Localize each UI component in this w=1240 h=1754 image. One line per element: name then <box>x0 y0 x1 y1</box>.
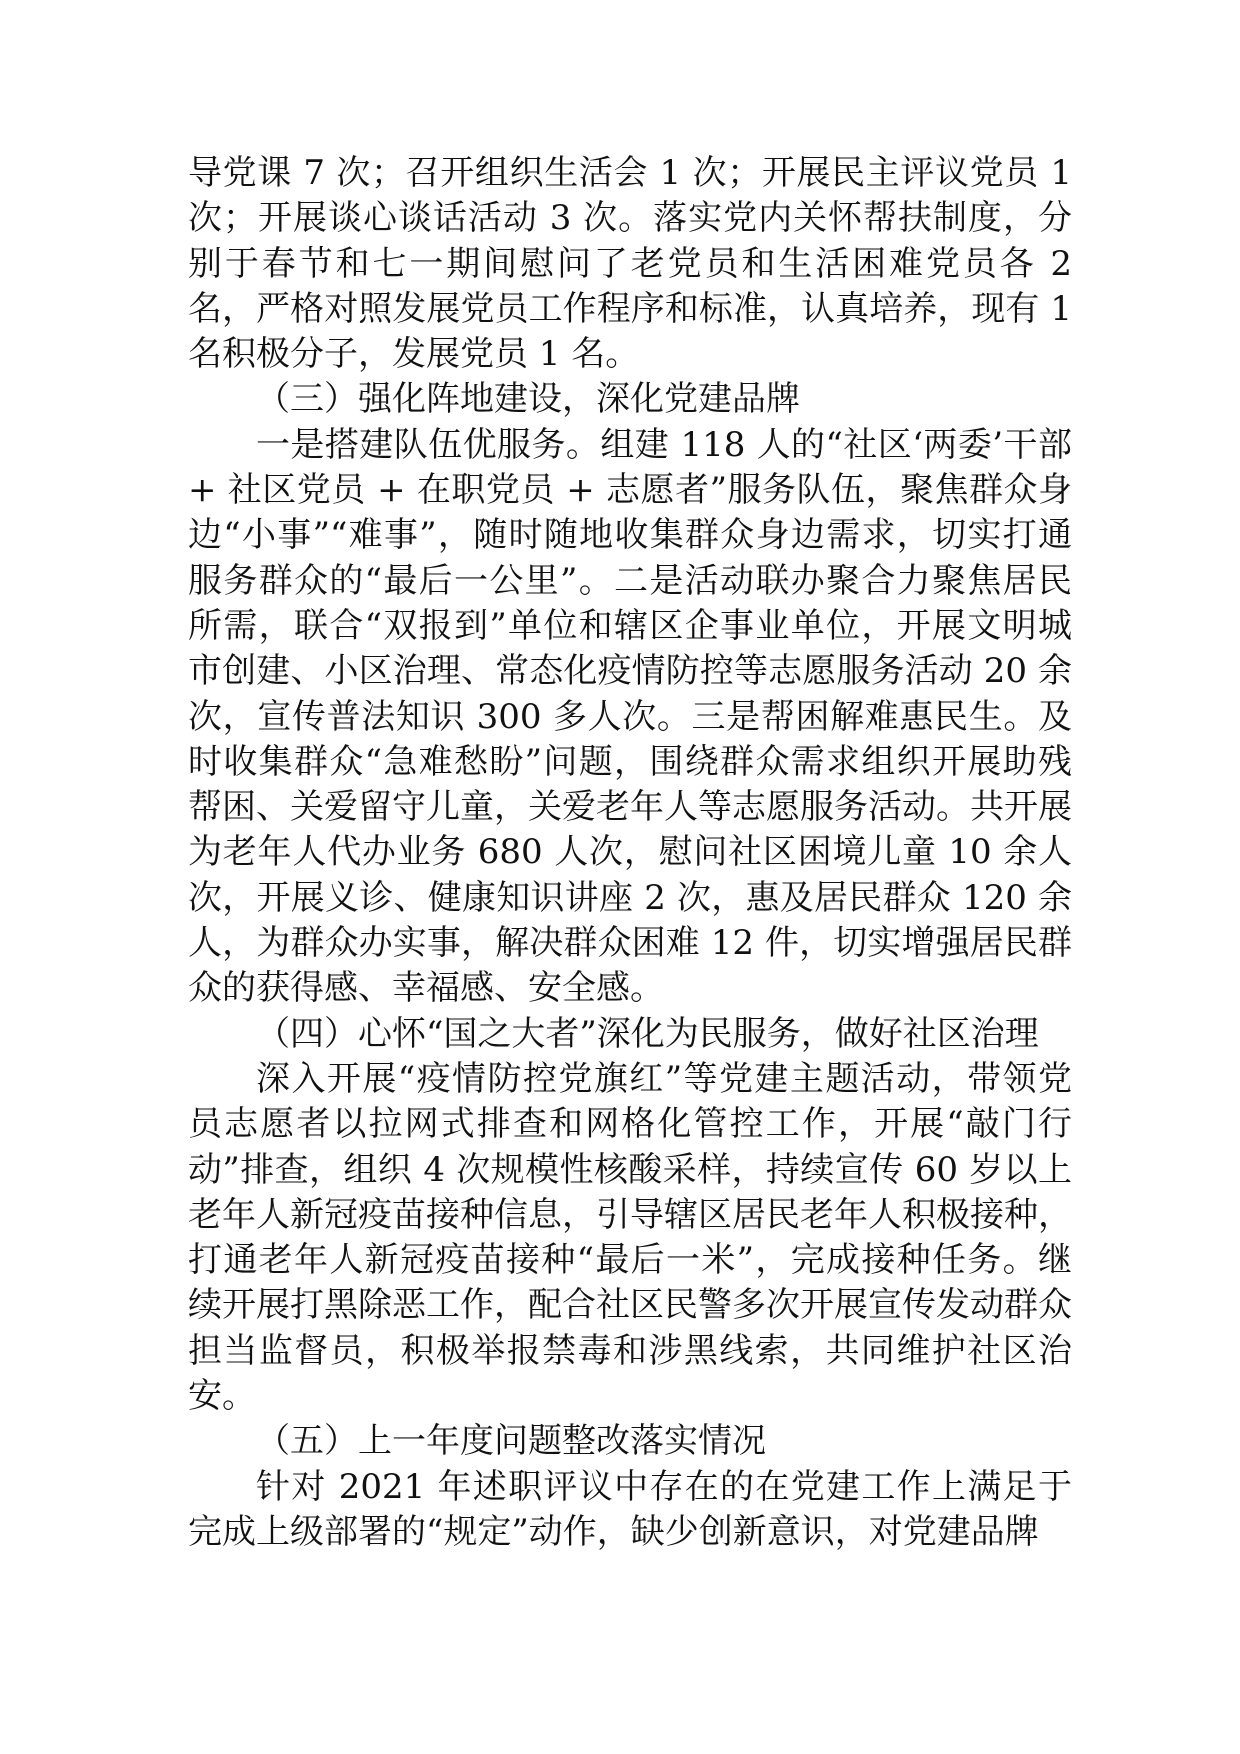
section-heading-4: （四）心怀“国之大者”深化为民服务，做好社区治理 <box>256 1013 1039 1054</box>
paragraph-continuation: 导党课 7 次；召开组织生活会 1 次；开展民主评议党员 1 次；开展谈心谈话活动 3 次。落实党内关怀帮扶制度，分别于春节和七一期间慰问了老党员和生活困难党员各 2 名，严格对照发展党员工作程序和标准，认真培养，现有 1 名积极分子，发展党员 1 名。 <box>188 153 1072 375</box>
section-heading-5: （五）上一年度问题整改落实情况 <box>256 1421 766 1462</box>
paragraph-section-4: 深入开展“疫情防控党旗红”等党建主题活动，带领党员志愿者以拉网式排查和网格化管控工作，开展“敲门行动”排查，组织 4 次规模性核酸采样，持续宣传 60 岁以上老年人新冠疫苗接种信息，引导辖区居民老年人积极接种，打通老年人新冠疫苗接种“最后一米”，完成接种任务。继续开展打黑除恶工作，配合社区民警多次开展宣传发动群众担当监督员，积极举报禁毒和涉黑线索，共同维护社区治安。 <box>188 1058 1072 1417</box>
section-heading-3: （三）强化阵地建设，深化党建品牌 <box>256 379 800 420</box>
paragraph-section-3: 一是搭建队伍优服务。组建 118 人的“社区‘两委’干部 + 社区党员 + 在职党员 + 志愿者”服务队伍，聚焦群众身边“小事”“难事”，随时随地收集群众身边需求，切实打通服务群众的“最后一公里”。二是活动联办聚合力聚焦居民所需，联合“双报到”单位和辖区企事业单位，开展文明城市创建、小区治理、常态化疫情防控等志愿服务活动 20 余次，宣传普法知识 300 多人次。三是帮困解难惠民生。及时收集群众“急难愁盼”问题，围绕群众需求组织开展助残帮困、关爱留守儿童，关爱老年人等志愿服务活动。共开展为老年人代办业务 680 人次，慰问社区困境儿童 10 余人次，开展义诊、健康知识讲座 2 次，惠及居民群众 120 余人，为群众办实事，解决群众困难 12 件，切实增强居民群众的获得感、幸福感、安全感。 <box>188 424 1072 1009</box>
paragraph-section-5: 针对 2021 年述职评议中存在的在党建工作上满足于完成上级部署的“规定”动作，缺少创新意识，对党建品牌 <box>188 1466 1072 1552</box>
document-body <box>188 151 1072 1555</box>
